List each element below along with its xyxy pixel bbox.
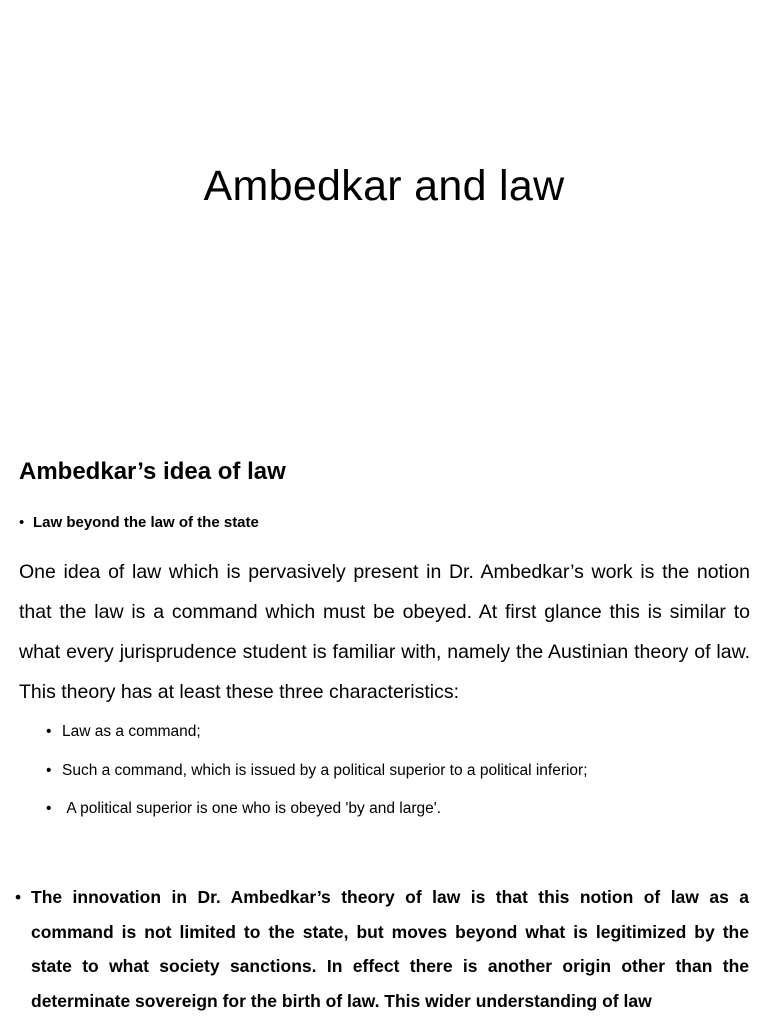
list-item-text: A political superior is one who is obeyed 'by and large'. bbox=[66, 800, 442, 817]
list-item bbox=[46, 798, 746, 837]
list-item-text: Law as a command; bbox=[62, 723, 201, 740]
intro-paragraph: One idea of law which is pervasively present in Dr. Ambedkar’s work is the notion that the law is a command which must be obeyed. At first glance this is similar to what every jurisprudence student is familiar with, namely the Austinian theory of law. This theory has at least these three characteristics: bbox=[19, 561, 750, 703]
sub-bullet-text: Law beyond the law of the state bbox=[33, 514, 259, 531]
list-item-text: Such a command, which is issued by a political superior to a political inferior; bbox=[62, 761, 588, 779]
bullet-icon: • bbox=[15, 887, 22, 907]
list-item bbox=[46, 760, 746, 799]
bullet-icon: • bbox=[19, 514, 25, 531]
innovation-text: The innovation in Dr. Ambedkar’s theory of law is that this notion of law as a command is not limited to the state, but moves beyond what is legitimized by the state to what society sanctions. In effect there is another origin other than the determinate sovereign for the birth of law. This wider understanding of law bbox=[31, 887, 749, 1012]
characteristics-list bbox=[46, 721, 746, 837]
bullet-icon: • bbox=[46, 800, 52, 817]
section-heading: Ambedkar’s idea of law bbox=[19, 458, 286, 485]
slide-title: Ambedkar and law bbox=[203, 162, 565, 210]
list-item bbox=[46, 721, 746, 760]
sub-bullet bbox=[19, 514, 259, 531]
bullet-icon: • bbox=[46, 723, 52, 740]
innovation-bullet bbox=[15, 880, 749, 1019]
bullet-icon: • bbox=[46, 761, 52, 779]
